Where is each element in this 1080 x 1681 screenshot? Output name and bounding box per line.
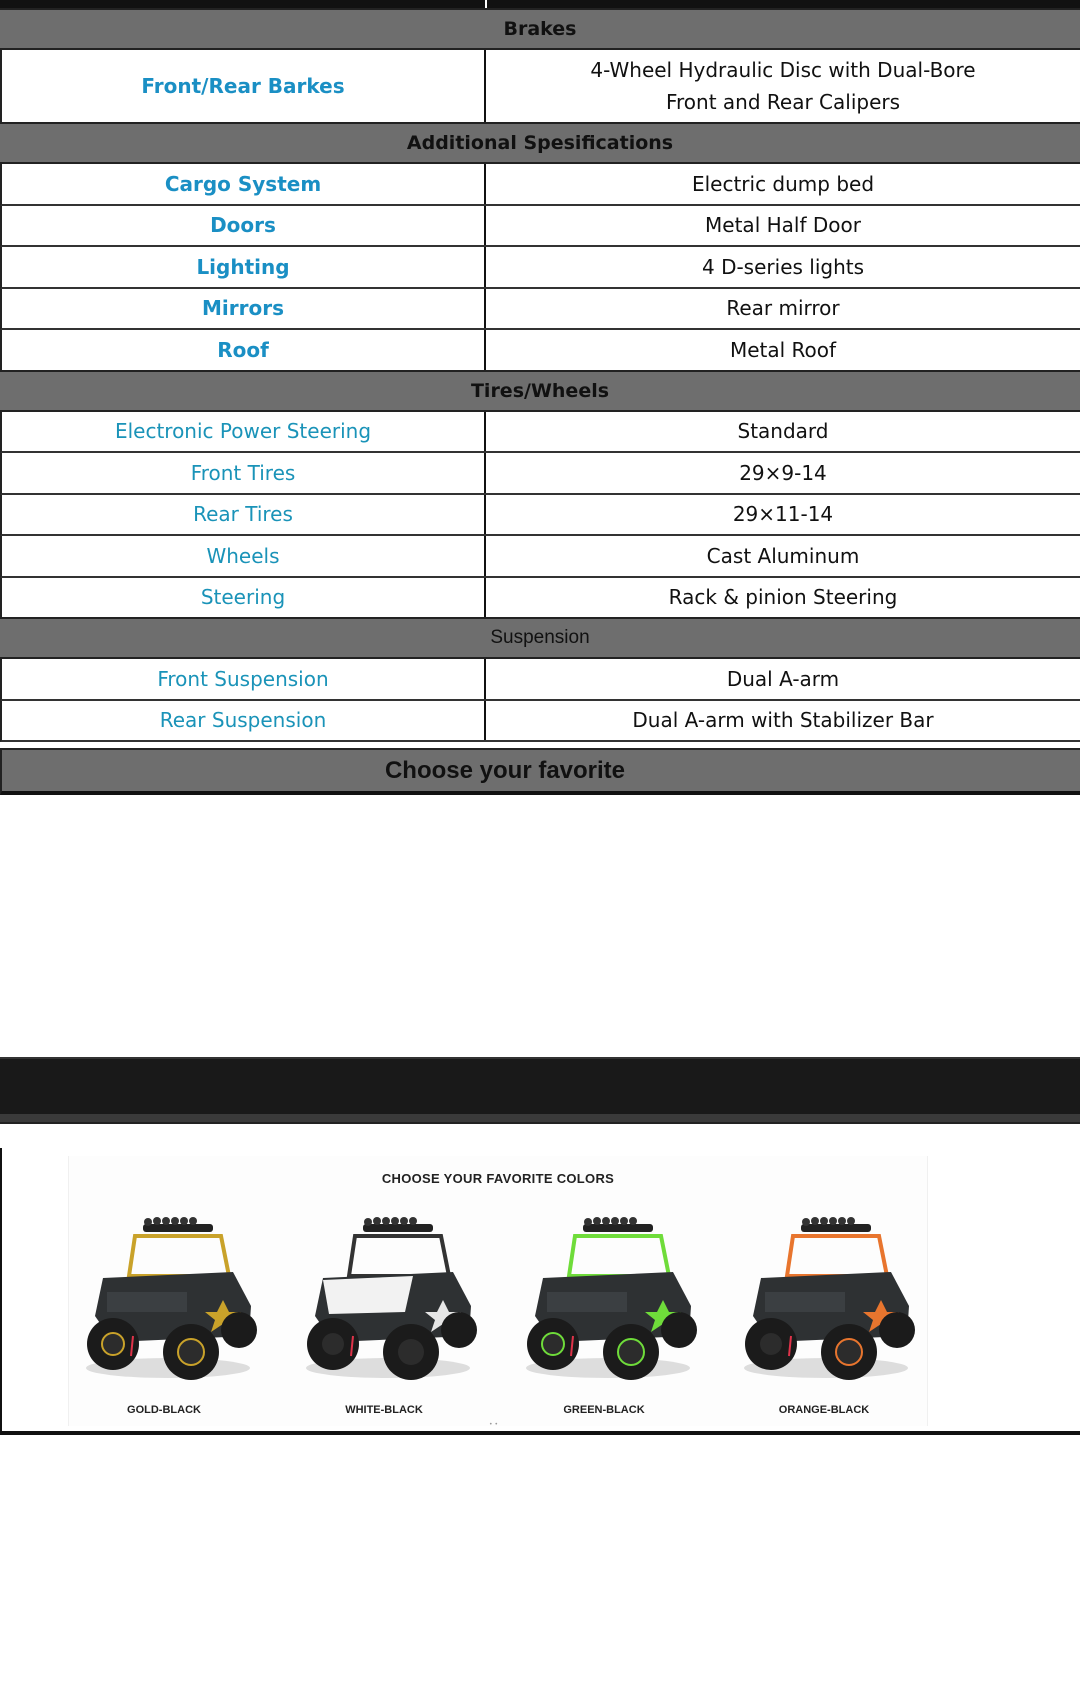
carousel-dots: • • [489,1421,498,1428]
table-row [0,453,1080,495]
spec-value: 4 D-series lights [701,254,865,279]
spec-value: 29×9-14 [739,460,827,485]
vehicle-image-green-black[interactable] [513,1216,703,1386]
spec-label: Rear Tires [2,495,486,535]
table-row [0,701,1080,743]
utv-icon [513,1216,703,1386]
spec-value-line: Front and Rear Calipers [665,90,901,114]
spec-label: Doors [2,206,486,246]
spec-label: Cargo System [2,164,486,204]
table-row [0,578,1080,620]
spec-value [486,50,1080,122]
section-header-tires-wheels: Tires/Wheels [0,370,1080,412]
vehicle-image-white-black[interactable] [293,1216,483,1386]
spec-value: Electric dump bed [691,171,875,196]
colors-title: CHOOSE YOUR FAVORITE COLORS [381,1171,615,1186]
color-name: ORANGE-BLACK [778,1404,870,1416]
spec-label: Roof [2,330,486,370]
dark-divider-band [0,1057,1080,1114]
color-name: WHITE-BLACK [345,1404,423,1416]
utv-icon [73,1216,263,1386]
spec-value: 29×11-14 [732,502,834,527]
utv-icon [293,1216,483,1386]
vehicle-image-gold-black[interactable] [73,1216,263,1386]
color-options-image [68,1156,928,1426]
table-row [0,206,1080,248]
dark-divider-strip [0,1114,1080,1124]
spec-value: Rear mirror [726,296,840,321]
section-header-brakes: Brakes [0,8,1080,50]
spec-label: Rear Suspension [2,701,486,741]
spec-value: Dual A-arm with Stabilizer Bar [632,708,934,733]
table-row [0,495,1080,537]
specifications-table [0,10,1080,742]
section-header-suspension: Suspension [0,617,1080,659]
table-row [0,50,1080,124]
spec-label: Front Suspension [2,659,486,699]
choose-favorite-header: Choose your favorite [0,748,1080,795]
spec-value: Metal Roof [729,337,837,362]
utv-icon [731,1216,921,1386]
table-row [0,330,1080,372]
table-row [0,164,1080,206]
spec-label: Wheels [2,536,486,576]
section-header-additional: Additional Spesifications [0,122,1080,164]
table-row [0,659,1080,701]
spec-label: Front Tires [2,453,486,493]
spec-value: Cast Aluminum [706,543,860,568]
spec-label: Front/Rear Barkes [2,50,486,122]
spec-label: Steering [2,578,486,618]
table-row [0,247,1080,289]
color-name: GREEN-BLACK [563,1404,645,1416]
spec-label: Electronic Power Steering [2,412,486,452]
spec-value: Rack & pinion Steering [668,585,898,610]
spec-value: Dual A-arm [726,666,840,691]
spec-label: Mirrors [2,289,486,329]
table-row [0,412,1080,454]
spec-label: Lighting [2,247,486,287]
spec-value: Metal Half Door [705,213,861,238]
color-options-panel [0,1148,1080,1435]
table-row [0,289,1080,331]
spec-value-line: 4-Wheel Hydraulic Disc with Dual-Bore [590,58,976,82]
table-row [0,536,1080,578]
vehicle-image-orange-black[interactable] [731,1216,921,1386]
spec-value: Standard [737,419,829,444]
color-name: GOLD-BLACK [127,1404,201,1416]
